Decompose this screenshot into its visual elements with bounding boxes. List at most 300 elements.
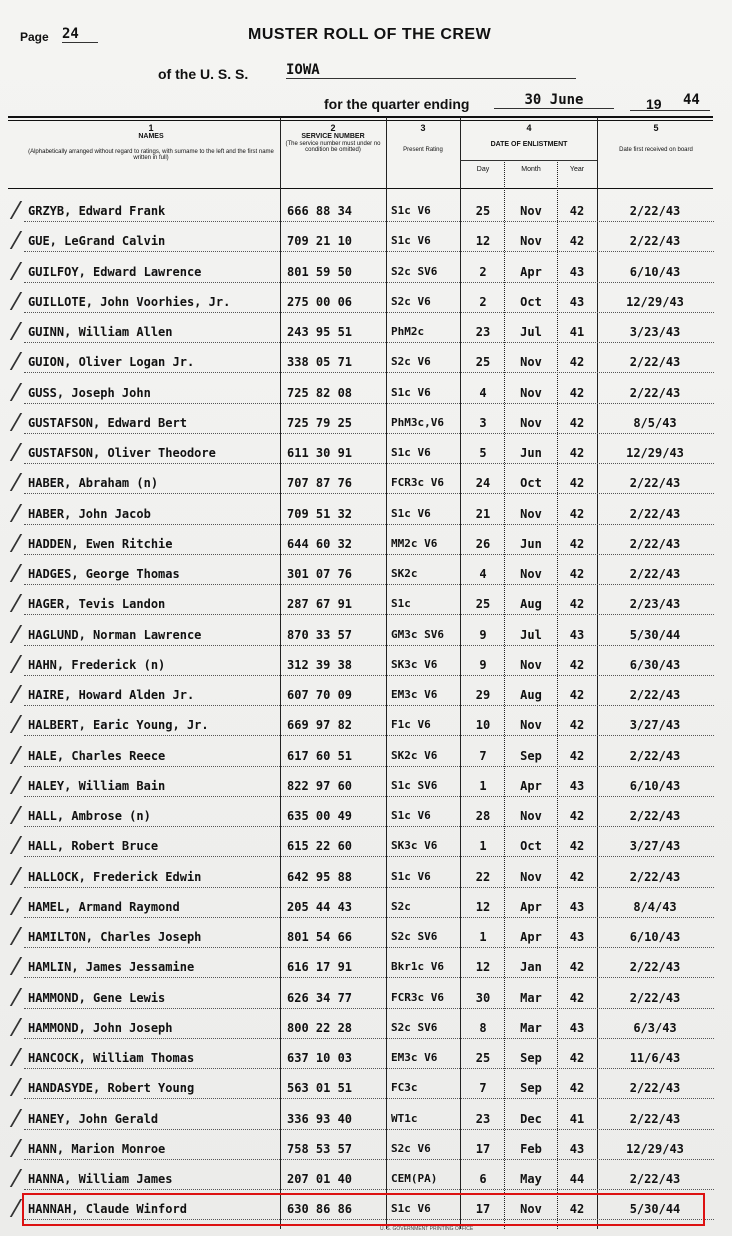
enlistment-column-title: DATE OF ENLISTMENT [490, 141, 568, 149]
table-top-rule-inner [8, 120, 713, 121]
enlistment-day: 10 [475, 718, 491, 732]
service-number: 287 67 91 [287, 597, 353, 611]
enlistment-year: 42 [569, 688, 585, 702]
row-rule [24, 917, 714, 918]
table-row [0, 1106, 732, 1136]
date-received: 2/22/43 [629, 1081, 681, 1095]
names-column-header [26, 124, 276, 161]
enlistment-day: 1 [479, 779, 487, 793]
crew-name: HALEY, William Bain [28, 779, 166, 793]
date-received: 6/10/43 [629, 265, 681, 279]
crew-name: HAMLIN, James Jessamine [28, 960, 195, 974]
service-number: 626 34 77 [287, 991, 353, 1005]
enlistment-year-header: Year [569, 166, 585, 173]
row-rule [24, 463, 714, 464]
enlistment-day: 23 [475, 1112, 491, 1126]
crew-name: HANDASYDE, Robert Young [28, 1081, 195, 1095]
date-received: 2/22/43 [629, 688, 681, 702]
present-rating: S1c V6 [391, 507, 431, 520]
date-received: 2/22/43 [629, 809, 681, 823]
crew-name: HANNAH, Claude Winford [28, 1202, 187, 1216]
enlistment-year: 42 [569, 960, 585, 974]
row-rule [24, 766, 714, 767]
service-column-note: (The service number must under no condition be omitted) [285, 140, 381, 154]
enlistment-day-header: Day [476, 166, 490, 173]
names-column-number: 1 [148, 123, 154, 133]
enlistment-day: 23 [475, 325, 491, 339]
date-received: 12/29/43 [626, 295, 684, 309]
present-rating: FCR3c V6 [391, 476, 444, 489]
enlistment-month: Jun [520, 446, 542, 460]
enlistment-month: Nov [520, 204, 542, 218]
enlistment-year: 42 [569, 1081, 585, 1095]
date-received: 2/22/43 [629, 204, 681, 218]
present-rating: S1c SV6 [391, 779, 438, 792]
enlistment-day: 22 [475, 870, 491, 884]
service-number: 822 97 60 [287, 779, 353, 793]
service-number: 563 01 51 [287, 1081, 353, 1095]
enlistment-day: 29 [475, 688, 491, 702]
table-row [0, 864, 732, 894]
date-received: 2/22/43 [629, 567, 681, 581]
enlistment-year: 42 [569, 507, 585, 521]
enlistment-day: 25 [475, 204, 491, 218]
enlistment-year: 42 [569, 355, 585, 369]
enlistment-day: 8 [479, 1021, 487, 1035]
enlistment-year: 42 [569, 991, 585, 1005]
enlistment-year: 42 [569, 567, 585, 581]
enlistment-day: 4 [479, 567, 487, 581]
present-rating: S1c V6 [391, 204, 431, 217]
present-rating: SK3c V6 [391, 839, 438, 852]
present-rating: MM2c V6 [391, 537, 438, 550]
date-received: 2/22/43 [629, 476, 681, 490]
table-row [0, 894, 732, 924]
crew-name: HANNA, William James [28, 1172, 173, 1186]
present-rating: SK3c V6 [391, 658, 438, 671]
enlistment-month-header: Month [521, 166, 541, 173]
enlistment-day: 30 [475, 991, 491, 1005]
service-number: 666 88 34 [287, 204, 353, 218]
date-received: 8/4/43 [633, 900, 677, 914]
table-row [0, 652, 732, 682]
enlistment-year: 42 [569, 537, 585, 551]
present-rating: S1c V6 [391, 234, 431, 247]
table-row [0, 1045, 732, 1075]
enlistment-year: 42 [569, 597, 585, 611]
enlistment-day: 2 [479, 265, 487, 279]
present-rating: S2c SV6 [391, 930, 438, 943]
crew-name: HAIRE, Howard Alden Jr. [28, 688, 195, 702]
crew-name: HAGLUND, Norman Lawrence [28, 628, 202, 642]
crew-name: HALL, Ambrose (n) [28, 809, 151, 823]
service-number: 630 86 86 [287, 1202, 353, 1216]
enlistment-month: Apr [520, 265, 542, 279]
enlistment-month: Apr [520, 779, 542, 793]
crew-name: HALE, Charles Reece [28, 749, 166, 763]
crew-name: HANN, Marion Monroe [28, 1142, 166, 1156]
date-received: 2/22/43 [629, 234, 681, 248]
highlighted-row-box [22, 1193, 705, 1226]
row-rule [24, 826, 714, 827]
enlistment-year: 42 [569, 386, 585, 400]
crew-name: GUILLOTE, John Voorhies, Jr. [28, 295, 231, 309]
enlistment-month: Oct [520, 295, 542, 309]
enlistment-month: May [520, 1172, 542, 1186]
service-number: 644 60 32 [287, 537, 353, 551]
crew-name: HAHN, Frederick (n) [28, 658, 166, 672]
table-row [0, 319, 732, 349]
date-received: 3/27/43 [629, 839, 681, 853]
enlistment-year: 43 [569, 265, 585, 279]
enlistment-year: 42 [569, 870, 585, 884]
service-number: 870 33 57 [287, 628, 353, 642]
table-row [0, 410, 732, 440]
table-row [0, 924, 732, 954]
date-received: 2/22/43 [629, 991, 681, 1005]
present-rating: S2c SV6 [391, 1021, 438, 1034]
table-row [0, 380, 732, 410]
enlistment-day: 12 [475, 900, 491, 914]
service-number: 642 95 88 [287, 870, 353, 884]
enlistment-year: 42 [569, 446, 585, 460]
document-title: MUSTER ROLL OF THE CREW [248, 26, 492, 43]
row-rule [24, 645, 714, 646]
date-received: 8/5/43 [633, 416, 677, 430]
row-rule [24, 403, 714, 404]
enlistment-year: 42 [569, 718, 585, 732]
enlistment-year: 42 [569, 1202, 585, 1216]
enlistment-month: Sep [520, 1081, 542, 1095]
present-rating: S2c V6 [391, 295, 431, 308]
table-row [0, 803, 732, 833]
service-number: 617 60 51 [287, 749, 353, 763]
row-rule [24, 705, 714, 706]
enlistment-year: 43 [569, 628, 585, 642]
enlistment-month: Feb [520, 1142, 542, 1156]
present-rating: S1c [391, 597, 411, 610]
service-number: 338 05 71 [287, 355, 353, 369]
crew-name: HANCOCK, William Thomas [28, 1051, 195, 1065]
service-number: 758 53 57 [287, 1142, 353, 1156]
ship-name: IOWA [286, 62, 576, 79]
row-rule [24, 675, 714, 676]
row-rule [24, 977, 714, 978]
date-received: 3/27/43 [629, 718, 681, 732]
enlistment-month: Apr [520, 900, 542, 914]
service-number: 637 10 03 [287, 1051, 353, 1065]
rating-column-number: 3 [420, 123, 426, 133]
service-number: 207 01 40 [287, 1172, 353, 1186]
date-received: 3/23/43 [629, 325, 681, 339]
ship-label: of the U. S. S. [158, 66, 249, 82]
date-received: 2/22/43 [629, 749, 681, 763]
crew-name: GUSTAFSON, Edward Bert [28, 416, 187, 430]
present-rating: SK2c [391, 567, 418, 580]
present-rating: FC3c [391, 1081, 418, 1094]
table-row [0, 682, 732, 712]
service-number: 611 30 91 [287, 446, 353, 460]
row-rule [24, 856, 714, 857]
enlistment-month: Nov [520, 234, 542, 248]
enlistment-day: 25 [475, 597, 491, 611]
table-top-rule [8, 116, 713, 118]
enlistment-year: 44 [569, 1172, 585, 1186]
enlistment-column-header [462, 124, 596, 149]
service-number: 800 22 28 [287, 1021, 353, 1035]
crew-name: GUINN, William Allen [28, 325, 173, 339]
row-rule [24, 1098, 714, 1099]
quarter-date: 30 June [494, 92, 614, 109]
crew-name: HALL, Robert Bruce [28, 839, 159, 853]
crew-name: HADDEN, Ewen Ritchie [28, 537, 173, 551]
date-received: 6/30/43 [629, 658, 681, 672]
enlistment-month: Nov [520, 355, 542, 369]
table-row [0, 1015, 732, 1045]
date-received: 2/22/43 [629, 386, 681, 400]
service-number: 301 07 76 [287, 567, 353, 581]
enlistment-month: Nov [520, 507, 542, 521]
present-rating: S2c V6 [391, 1142, 431, 1155]
enlistment-month: Oct [520, 476, 542, 490]
enlistment-day: 12 [475, 960, 491, 974]
service-number: 709 21 10 [287, 234, 353, 248]
crew-name: HADGES, George Thomas [28, 567, 180, 581]
enlistment-month: Sep [520, 1051, 542, 1065]
enlistment-year: 43 [569, 295, 585, 309]
service-column-title: SERVICE NUMBER [301, 133, 365, 141]
enlistment-month: Dec [520, 1112, 542, 1126]
crew-name: GUSS, Joseph John [28, 386, 151, 400]
date-received: 12/29/43 [626, 1142, 684, 1156]
enlistment-day: 17 [475, 1202, 491, 1216]
date-received: 6/3/43 [633, 1021, 677, 1035]
enlistment-month: Nov [520, 567, 542, 581]
enlistment-day: 28 [475, 809, 491, 823]
service-number: 205 44 43 [287, 900, 353, 914]
table-row [0, 440, 732, 470]
enlistment-day: 12 [475, 234, 491, 248]
year-suffix: 44 [683, 92, 700, 108]
enlistment-day: 26 [475, 537, 491, 551]
service-number: 725 82 08 [287, 386, 353, 400]
header-bottom-rule [8, 188, 713, 189]
present-rating: Bkr1c V6 [391, 960, 444, 973]
date-received: 2/22/43 [629, 355, 681, 369]
present-rating: S2c SV6 [391, 265, 438, 278]
table-row [0, 712, 732, 742]
enlistment-month: Jan [520, 960, 542, 974]
row-rule [24, 1189, 714, 1190]
names-column-title: NAMES [138, 133, 164, 141]
enlistment-day: 9 [479, 658, 487, 672]
service-number: 801 59 50 [287, 265, 353, 279]
present-rating: PhM2c [391, 325, 425, 338]
enlistment-month: Jul [520, 628, 542, 642]
row-rule [24, 1008, 714, 1009]
rating-column-title: Present Rating [403, 147, 443, 154]
service-number: 801 54 66 [287, 930, 353, 944]
row-rule [24, 1129, 714, 1130]
present-rating: SK2c V6 [391, 749, 438, 762]
crew-name: GUION, Oliver Logan Jr. [28, 355, 195, 369]
enlistment-year: 43 [569, 900, 585, 914]
crew-name: HANEY, John Gerald [28, 1112, 159, 1126]
crew-name: HAGER, Tevis Landon [28, 597, 166, 611]
page-label: Page [20, 30, 49, 44]
date-received: 2/23/43 [629, 597, 681, 611]
table-row [0, 228, 732, 258]
enlistment-month: Nov [520, 1202, 542, 1216]
enlistment-year: 42 [569, 749, 585, 763]
service-number: 635 00 49 [287, 809, 353, 823]
row-rule [24, 887, 714, 888]
table-row [0, 289, 732, 319]
rating-column-header [388, 124, 458, 154]
row-rule [24, 735, 714, 736]
row-rule [24, 1159, 714, 1160]
service-column-header [283, 124, 383, 153]
enlistment-month: Aug [520, 688, 542, 702]
service-number: 707 87 76 [287, 476, 353, 490]
enlistment-year: 42 [569, 809, 585, 823]
service-number: 312 39 38 [287, 658, 353, 672]
enlistment-year: 43 [569, 930, 585, 944]
date-received: 2/22/43 [629, 870, 681, 884]
enlistment-year: 43 [569, 1021, 585, 1035]
date-received: 6/10/43 [629, 779, 681, 793]
table-row [0, 1075, 732, 1105]
present-rating: FCR3c V6 [391, 991, 444, 1004]
row-rule [24, 584, 714, 585]
row-rule [24, 1038, 714, 1039]
crew-name: GRZYB, Edward Frank [28, 204, 166, 218]
year-prefix: 19 [646, 96, 662, 112]
enlistment-month: Nov [520, 386, 542, 400]
enlistment-month: Jun [520, 537, 542, 551]
present-rating: CEM(PA) [391, 1172, 438, 1185]
enlistment-day: 17 [475, 1142, 491, 1156]
crew-name: GUE, LeGrand Calvin [28, 234, 166, 248]
quarter-label: for the quarter ending [324, 96, 470, 112]
row-rule [24, 796, 714, 797]
row-rule [24, 221, 714, 222]
enlistment-month: Nov [520, 658, 542, 672]
service-number: 725 79 25 [287, 416, 353, 430]
received-column-header [600, 124, 712, 154]
enlistment-year: 42 [569, 839, 585, 853]
crew-name: GUSTAFSON, Oliver Theodore [28, 446, 216, 460]
enlistment-day: 3 [479, 416, 487, 430]
table-row [0, 259, 732, 289]
crew-name: HALLOCK, Frederick Edwin [28, 870, 202, 884]
present-rating: S1c V6 [391, 870, 431, 883]
present-rating: S1c V6 [391, 1202, 431, 1215]
table-row [0, 561, 732, 591]
names-column-note: (Alphabetically arranged without regard to ratings, with surname to the left and the first name written in full) [28, 148, 274, 162]
row-rule [24, 1068, 714, 1069]
enlistment-day: 24 [475, 476, 491, 490]
present-rating: S1c V6 [391, 386, 431, 399]
row-rule [24, 282, 714, 283]
enlistment-day: 7 [479, 1081, 487, 1095]
enlistment-day: 4 [479, 386, 487, 400]
year-underline [630, 110, 710, 111]
enlistment-year: 41 [569, 325, 585, 339]
row-rule [24, 614, 714, 615]
row-rule [24, 312, 714, 313]
table-row [0, 743, 732, 773]
enlistment-day: 25 [475, 355, 491, 369]
row-rule [24, 342, 714, 343]
table-row [0, 591, 732, 621]
date-received: 12/29/43 [626, 446, 684, 460]
enlistment-year: 42 [569, 476, 585, 490]
table-row [0, 531, 732, 561]
date-received: 2/22/43 [629, 507, 681, 521]
enlistment-year: 43 [569, 1142, 585, 1156]
enlistment-year: 42 [569, 1051, 585, 1065]
service-column-number: 2 [330, 123, 336, 133]
enlistment-day: 2 [479, 295, 487, 309]
enlistment-year: 43 [569, 779, 585, 793]
crew-name: HAMMOND, Gene Lewis [28, 991, 166, 1005]
crew-name: HABER, John Jacob [28, 507, 151, 521]
table-row [0, 622, 732, 652]
enlistment-month: Nov [520, 416, 542, 430]
table-row [0, 198, 732, 228]
crew-name: HAMEL, Armand Raymond [28, 900, 180, 914]
enlistment-year: 41 [569, 1112, 585, 1126]
enlistment-year: 42 [569, 658, 585, 672]
enlistment-day: 21 [475, 507, 491, 521]
date-received: 2/22/43 [629, 1172, 681, 1186]
enlistment-day: 1 [479, 930, 487, 944]
enlistment-month: Jul [520, 325, 542, 339]
present-rating: S1c V6 [391, 446, 431, 459]
enlistment-year: 42 [569, 234, 585, 248]
enlistment-day: 6 [479, 1172, 487, 1186]
table-row [0, 1166, 732, 1196]
present-rating: WT1c [391, 1112, 418, 1125]
table-row [0, 349, 732, 379]
present-rating: PhM3c,V6 [391, 416, 444, 429]
crew-name: HABER, Abraham (n) [28, 476, 159, 490]
enlistment-month: Nov [520, 870, 542, 884]
enlistment-year: 42 [569, 416, 585, 430]
table-row [0, 985, 732, 1015]
service-number: 669 97 82 [287, 718, 353, 732]
date-received: 5/30/44 [629, 1202, 681, 1216]
row-rule [24, 433, 714, 434]
service-number: 616 17 91 [287, 960, 353, 974]
table-row [0, 954, 732, 984]
printing-office-footer: U. S. GOVERNMENT PRINTING OFFICE [380, 1226, 474, 1232]
crew-name: HAMILTON, Charles Joseph [28, 930, 202, 944]
table-row [0, 773, 732, 803]
enlistment-year: 42 [569, 204, 585, 218]
present-rating: S2c V6 [391, 355, 431, 368]
row-rule [24, 251, 714, 252]
enlistment-month: Sep [520, 749, 542, 763]
service-number: 336 93 40 [287, 1112, 353, 1126]
enlistment-month: Nov [520, 718, 542, 732]
date-received: 5/30/44 [629, 628, 681, 642]
present-rating: F1c V6 [391, 718, 431, 731]
present-rating: EM3c V6 [391, 1051, 438, 1064]
page-number: 24 [62, 26, 98, 43]
present-rating: GM3c SV6 [391, 628, 444, 641]
